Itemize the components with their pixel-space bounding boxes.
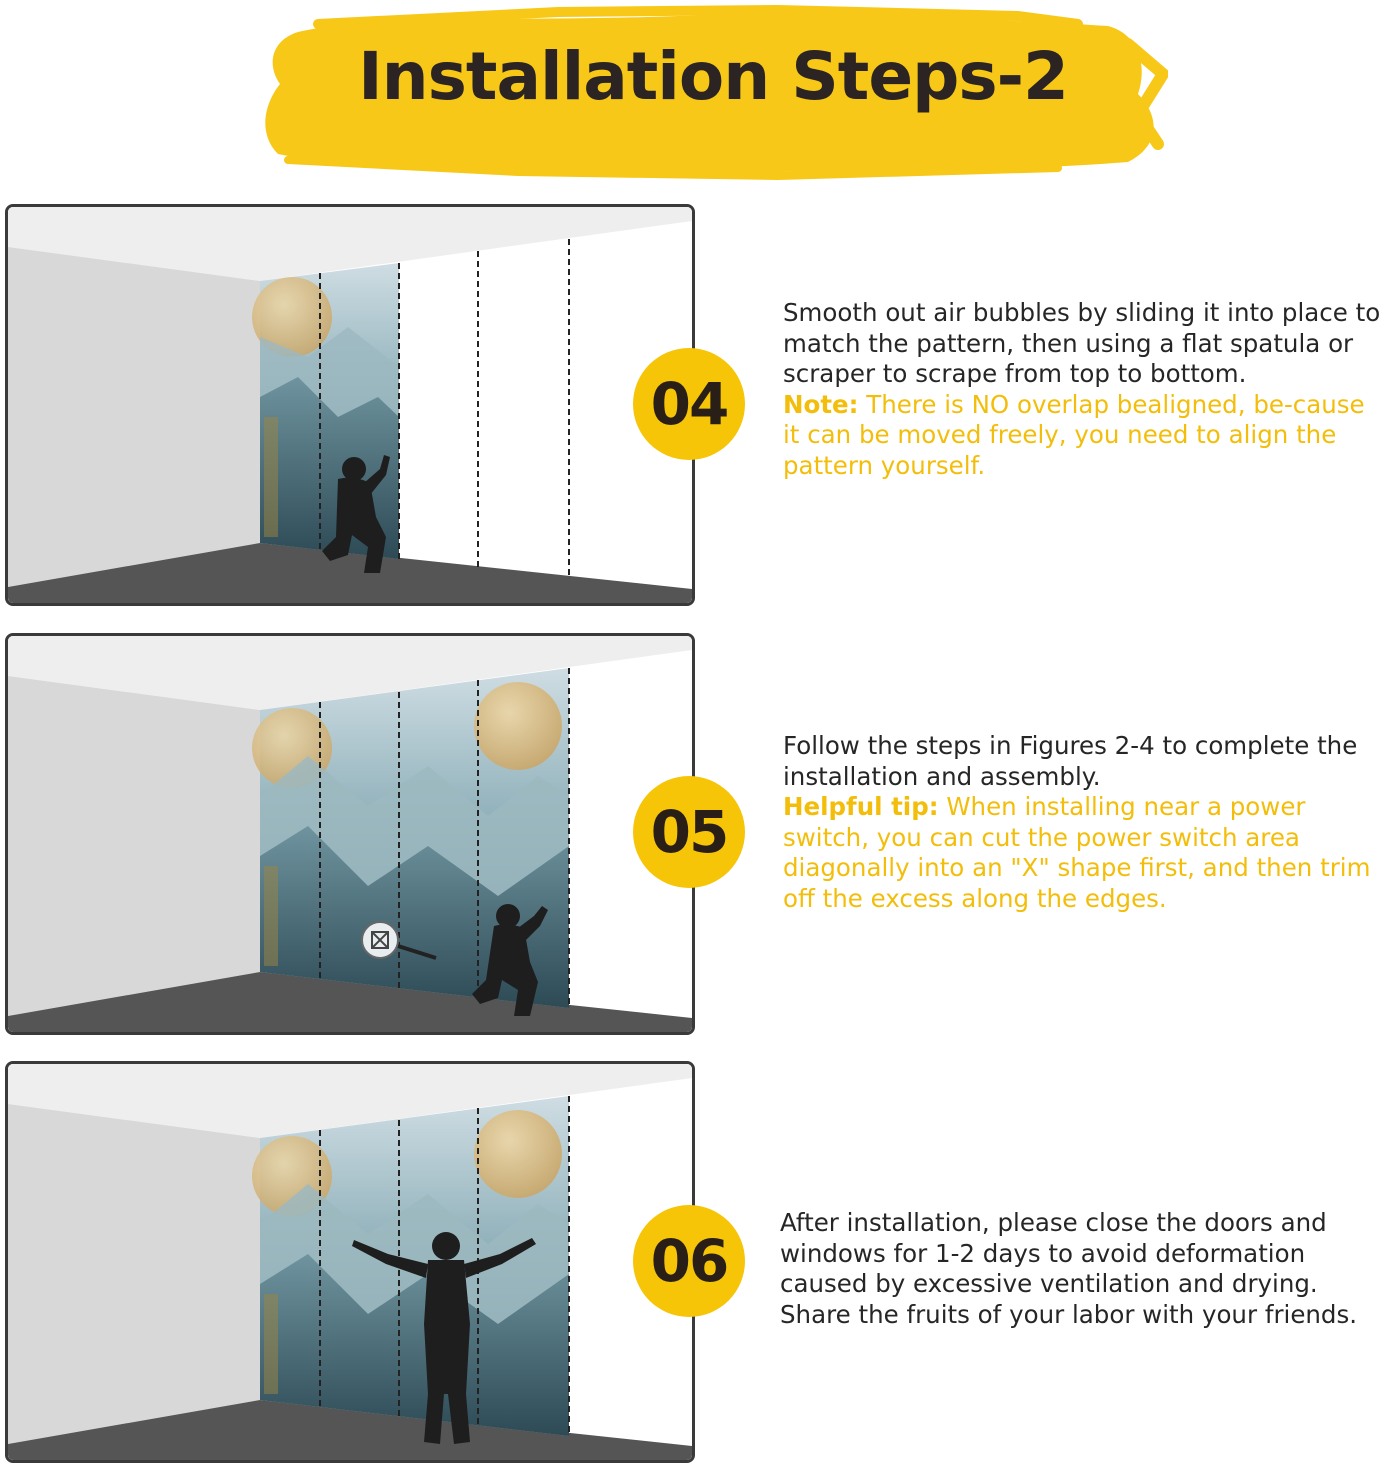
step-05-tip [783, 792, 1383, 914]
mural-panel [252, 263, 399, 559]
step-05-text: Follow the steps in Figures 2-4 to complete the installation and assembly. [783, 731, 1358, 791]
note-label: Note: [783, 389, 859, 419]
tip-label: Helpful tip: [783, 792, 939, 822]
step-04-description [783, 298, 1383, 482]
step-06-illustration [5, 1061, 695, 1463]
step-number-badge: 06 [633, 1205, 745, 1317]
step-number-badge: 04 [633, 348, 745, 460]
page-title: Installation Steps-2 [358, 38, 1068, 115]
step-06-text-share: Share the fruits of your labor with your friends. [780, 1299, 1358, 1329]
tip-text: When installing near a power switch, you can cut the power switch area diagonally into an "X" shape first, and then trim off the excess along the edges. [783, 792, 1371, 913]
step-05-description [783, 731, 1383, 915]
step-06-description [780, 1208, 1380, 1330]
title-banner [258, 4, 1168, 180]
step-05-illustration [5, 633, 695, 1035]
step-04-illustration [5, 204, 695, 606]
step-number-badge: 05 [633, 776, 745, 888]
step-04-note [783, 390, 1383, 482]
step-06-text: After installation, please close the doors and windows for 1-2 days to avoid deformation caused by excessive ventilation and drying. [780, 1208, 1327, 1299]
step-04-text: Smooth out air bubbles by sliding it into place to match the pattern, then using a flat spatula or scraper to scrape from top to bottom. [783, 298, 1381, 389]
note-text: There is NO overlap bealigned, be-cause it can be moved freely, you need to align the pattern yourself. [783, 389, 1365, 480]
